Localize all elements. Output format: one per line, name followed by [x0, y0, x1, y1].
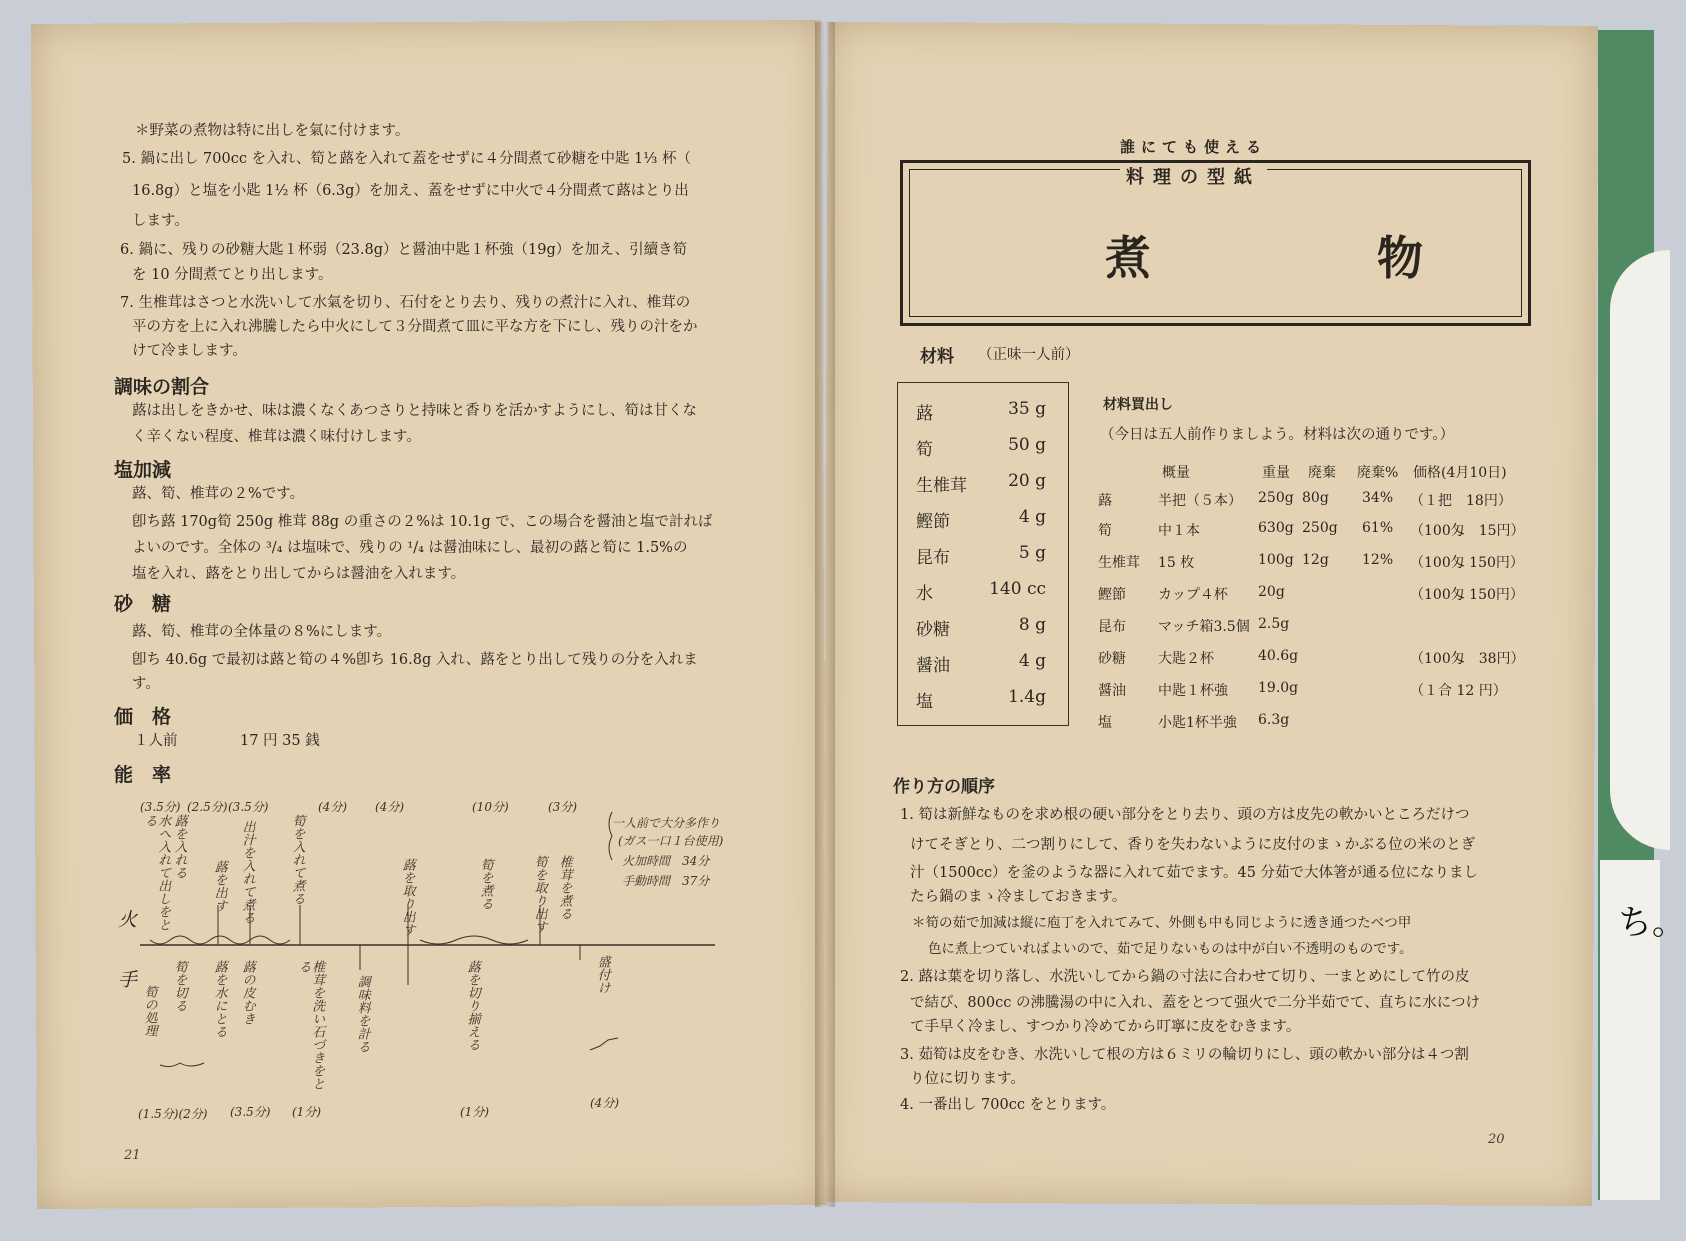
- right-page-number: 20: [1488, 1132, 1505, 1147]
- shopping-cell: 蕗: [1098, 493, 1112, 509]
- left-line-1: ＊野菜の煮物は特に出しを氣に付けます。: [135, 123, 410, 139]
- shopping-cell: （１把 18円）: [1410, 493, 1512, 509]
- method-line-1: 1. 筍は新鮮なものを求め根の硬い部分をとり去り、頭の方は皮先の軟かいところだけつ: [900, 807, 1470, 823]
- shopping-cell: 生椎茸: [1098, 555, 1140, 571]
- left-line-6: を 10 分間煮てとり出します。: [132, 267, 333, 283]
- shopping-cell: 小匙1杯半強: [1158, 715, 1237, 731]
- sugar-line-2: 卽ち 40.6g で最初は蕗と筍の４%卽ち 16.8g 入れ、蕗をとり出して残りの分を入れま: [132, 652, 698, 668]
- ingredient-name: 蕗: [916, 404, 933, 424]
- shopping-cell: 醤油: [1098, 683, 1126, 699]
- salt-line-1: 蕗、筍、椎茸の２%です。: [132, 486, 305, 502]
- ingredient-name: 筍: [916, 440, 933, 460]
- salt-line-4: 塩を入れ、蕗をとり出してからは醤油を入れます。: [132, 566, 466, 582]
- sugar-line-1: 蕗、筍、椎茸の全体量の８%にします。: [132, 624, 392, 640]
- shopping-cell: 61%: [1362, 520, 1394, 536]
- ingredient-amount: 5 g: [1018, 543, 1046, 563]
- ingredient-row: [898, 533, 1068, 569]
- bottom-time-3: (1分): [292, 1105, 321, 1119]
- method-line-10: 3. 茹筍は皮をむき、水洗いして根の方は６ミリの輪切りにし、頭の軟かい部分は４つ割: [900, 1047, 1469, 1063]
- shopping-cell: 100g: [1258, 552, 1294, 568]
- top-time-1: (3.5分): [140, 800, 181, 814]
- method-line-8: で結び、800cc の沸騰湯の中に入れ、蓋をとつて强火で二分半茹でて、直ちに水につけ: [910, 995, 1480, 1011]
- note-line-2: (ガス一口１台使用): [618, 834, 724, 848]
- ingredient-row: [898, 569, 1068, 605]
- method-line-3: 汁（1500cc）を釜のような器に入れて茹でます。45 分茹で大体箸が通る位になりまし: [910, 865, 1479, 881]
- left-line-7: 7. 生椎茸はさつと水洗いして水氣を切り、石付をとり去り、残りの煮汁に入れ、椎茸の: [120, 295, 691, 311]
- shopping-cell: 2.5g: [1258, 616, 1290, 632]
- fire-task-4: 出汁を入れて煮る: [239, 820, 255, 924]
- col-header-waste: 廃棄: [1308, 465, 1336, 481]
- fire-task-2: 蕗を入れる: [171, 814, 187, 879]
- note-line-3: 火加時間 34分: [622, 854, 710, 868]
- left-line-9: けて冷まします。: [132, 343, 247, 359]
- fire-task-3: 蕗を出す: [211, 860, 227, 912]
- fire-task-5: 筍を入れて煮る: [289, 814, 305, 905]
- ingredient-amount: 4 g: [1018, 651, 1046, 671]
- hand-task-6: 調味料を計る: [354, 975, 370, 1053]
- shopping-heading: 材料買出し: [1103, 397, 1173, 413]
- ingredient-row: [898, 425, 1068, 461]
- seasoning-line-2: く辛くない程度、椎茸は濃く味付けします。: [132, 429, 421, 445]
- shopping-cell: マッチ箱3.5個: [1158, 619, 1250, 635]
- ingredient-row: [898, 641, 1068, 677]
- col-header-price: 価格(4月10日): [1413, 465, 1507, 481]
- heading-salt: 塩加減: [114, 459, 172, 481]
- shopping-cell: 34%: [1362, 490, 1394, 506]
- fire-task-6: 蕗を取り出す: [399, 858, 415, 936]
- top-time-5: (4分): [375, 800, 404, 814]
- row-fire-label: 火: [118, 909, 138, 931]
- shopping-cell: 塩: [1098, 715, 1112, 731]
- shopping-cell: 昆布: [1098, 619, 1126, 635]
- hand-task-2: 筍を切る: [171, 960, 187, 1012]
- ingredient-name: 鰹節: [916, 512, 950, 532]
- top-time-2: (2.5分): [187, 800, 228, 814]
- shopping-cell: 12g: [1302, 552, 1329, 568]
- shopping-cell: 12%: [1362, 552, 1394, 568]
- bottom-time-2: (3.5分): [230, 1105, 271, 1119]
- bottom-time-1: (1.5分)(2分): [138, 1107, 208, 1121]
- hand-task-4: 蕗の皮むき: [239, 960, 255, 1025]
- shopping-note: （今日は五人前作りましよう。材料は次の通りです。）: [1100, 427, 1455, 443]
- shopping-cell: カップ４杯: [1158, 587, 1228, 603]
- method-line-2: けてそぎとり、二つ割りにして、香りを失わないように皮付のまゝかぶる位の米のとぎ: [910, 837, 1476, 853]
- ingredient-row: [898, 497, 1068, 533]
- shopping-cell: 19.0g: [1258, 680, 1299, 696]
- hand-task-8: 盛付け: [594, 955, 610, 994]
- shopping-cell: （１合 12 円）: [1410, 683, 1507, 699]
- ingredient-amount: 8 g: [1018, 615, 1046, 635]
- next-page-fragment: ち。: [1618, 903, 1686, 943]
- fire-task-1: 水へ入れて出しをとる: [141, 814, 171, 931]
- shopping-cell: （100匁 150円）: [1410, 555, 1524, 571]
- fire-task-7: 筍を煮る: [477, 858, 493, 910]
- heading-seasoning: 調味の割合: [114, 376, 210, 398]
- ingredient-amount: 35 g: [1008, 399, 1046, 419]
- bottom-time-4: (1分): [460, 1105, 489, 1119]
- shopping-cell: 80g: [1302, 490, 1329, 506]
- ingredient-amount: 20 g: [1008, 471, 1046, 491]
- shopping-cell: 20g: [1258, 584, 1285, 600]
- heading-sugar: 砂 糖: [114, 593, 172, 615]
- top-time-4: (4分): [318, 800, 347, 814]
- shopping-cell: （100匁 15円）: [1410, 523, 1525, 539]
- row-hand-label: 手: [118, 969, 138, 991]
- shopping-cell: 砂糖: [1098, 651, 1126, 667]
- fire-task-9: 椎茸を煮る: [556, 855, 572, 920]
- hand-task-3: 蕗を水にとる: [211, 960, 227, 1038]
- ingredient-box: [897, 382, 1069, 726]
- shopping-cell: （100匁 150円）: [1410, 587, 1524, 603]
- ingredient-amount: 50 g: [1008, 435, 1046, 455]
- hand-task-1: 筍の処理: [141, 985, 157, 1037]
- ingredient-amount: 1.4g: [1008, 687, 1046, 707]
- bottom-time-5: (4分): [590, 1096, 619, 1110]
- note-line-4: 手動時間 37分: [622, 874, 710, 888]
- heading-price: 価 格: [114, 706, 172, 728]
- hand-task-7: 蕗を切り揃える: [464, 960, 480, 1051]
- shopping-cell: 鰹節: [1098, 587, 1126, 603]
- method-heading: 作り方の順序: [893, 777, 995, 797]
- sugar-line-3: す。: [132, 676, 160, 692]
- shopping-cell: 大匙２杯: [1158, 651, 1214, 667]
- left-line-8: 平の方を上に入れ沸騰したら中火にして３分間煮て皿に平な方を下にし、残りの汁をか: [132, 319, 698, 335]
- shopping-cell: 筍: [1098, 523, 1112, 539]
- shopping-cell: 中匙１杯強: [1158, 683, 1228, 699]
- col-header-waste-pct: 廃棄%: [1357, 465, 1399, 481]
- left-page-number: 21: [124, 1148, 141, 1163]
- heading-efficiency: 能 率: [114, 764, 172, 786]
- dish-title: 煮 物: [1105, 231, 1513, 285]
- ingredient-amount: 4 g: [1018, 507, 1046, 527]
- method-line-12: 4. 一番出し 700cc をとります。: [900, 1097, 1116, 1113]
- method-line-7: 2. 蕗は葉を切り落し、水洗いしてから鍋の寸法に合わせて切り、一まとめにして竹の皮: [900, 969, 1470, 985]
- ingredient-name: 塩: [916, 692, 933, 712]
- col-header-amount: 概量: [1162, 465, 1190, 481]
- shopping-cell: 6.3g: [1258, 712, 1290, 728]
- seasoning-line-1: 蕗は出しをきかせ、味は濃くなくあつさりと持味と香りを活かすようにし、筍は甘くな: [132, 403, 698, 419]
- ingredient-row: [898, 461, 1068, 497]
- salt-line-3: よいのです。全体の ³/₄ は塩味で、残りの ¹/₄ は醤油味にし、最初の蕗と筍に 1.5%の: [132, 540, 688, 556]
- left-line-3: 16.8g）と塩を小匙 1½ 杯（6.3g）を加え、蓋をせずに中火で４分間煮て蕗はとり出: [132, 183, 689, 199]
- salt-line-2: 卽ち蕗 170g筍 250g 椎茸 88g の重さの２%は 10.1g で、この場合を醤油と塩で計れば: [132, 514, 713, 530]
- price-label: １人前: [134, 733, 178, 749]
- banner-subtitle: 料理の型紙: [1120, 163, 1267, 189]
- top-time-7: (3分): [548, 800, 577, 814]
- hand-task-5: 椎茸を洗い石づきをとる: [295, 960, 325, 1090]
- banner-top-text: 誰にても使える: [1120, 138, 1268, 156]
- materials-note: （正味一人前）: [978, 347, 1080, 363]
- method-line-5: ＊筍の茹で加減は縦に庖丁を入れてみて、外側も中も同じように透き通つたべつ甲: [912, 915, 1412, 931]
- shopping-cell: 250g: [1302, 520, 1338, 536]
- price-value: 17 円 35 銭: [240, 733, 320, 749]
- shopping-cell: 40.6g: [1258, 648, 1299, 664]
- ingredient-name: 生椎茸: [916, 476, 967, 496]
- ingredient-name: 水: [916, 584, 933, 604]
- shopping-cell: 630g: [1258, 520, 1294, 536]
- left-line-4: します。: [132, 213, 189, 229]
- col-header-weight: 重量: [1262, 465, 1290, 481]
- ingredient-row: [898, 677, 1068, 713]
- left-line-2: 5. 鍋に出し 700cc を入れ、筍と蕗を入れて蓋をせずに４分間煮て砂糖を中匙 1⅓ 杯（: [122, 151, 691, 167]
- method-line-6: 色に煮上つていればよいので、茹で足りないものは中が白い不透明のものです。: [928, 941, 1413, 957]
- shopping-cell: 半把（５本）: [1158, 493, 1242, 509]
- ingredient-row: [898, 605, 1068, 641]
- ingredient-name: 昆布: [916, 548, 950, 568]
- shopping-cell: （100匁 38円）: [1410, 651, 1525, 667]
- top-time-3: (3.5分): [228, 800, 269, 814]
- method-line-9: て手早く冷まし、すつかり冷めてから叮寧に皮をむきます。: [910, 1019, 1301, 1035]
- ingredient-row: [898, 389, 1068, 425]
- method-line-4: たら鍋のまゝ冷ましておきます。: [910, 889, 1127, 905]
- ingredient-amount: 140 cc: [989, 579, 1046, 599]
- materials-heading: 材料: [920, 347, 954, 367]
- left-line-5: 6. 鍋に、残りの砂糖大匙１杯弱（23.8g）と醤油中匙１杯強（19g）を加え、引續き筍: [120, 242, 688, 258]
- ingredient-name: 砂糖: [916, 620, 950, 640]
- shopping-cell: 250g: [1258, 490, 1294, 506]
- shopping-cell: 15 枚: [1158, 555, 1195, 571]
- ingredient-name: 醤油: [916, 656, 950, 676]
- fire-task-8: 筍を取り出す: [531, 855, 547, 933]
- method-line-11: り位に切ります。: [910, 1071, 1025, 1087]
- top-time-6: (10分): [472, 800, 509, 814]
- shopping-cell: 中１本: [1158, 523, 1200, 539]
- note-line-1: 一人前で大分多作り: [612, 816, 721, 830]
